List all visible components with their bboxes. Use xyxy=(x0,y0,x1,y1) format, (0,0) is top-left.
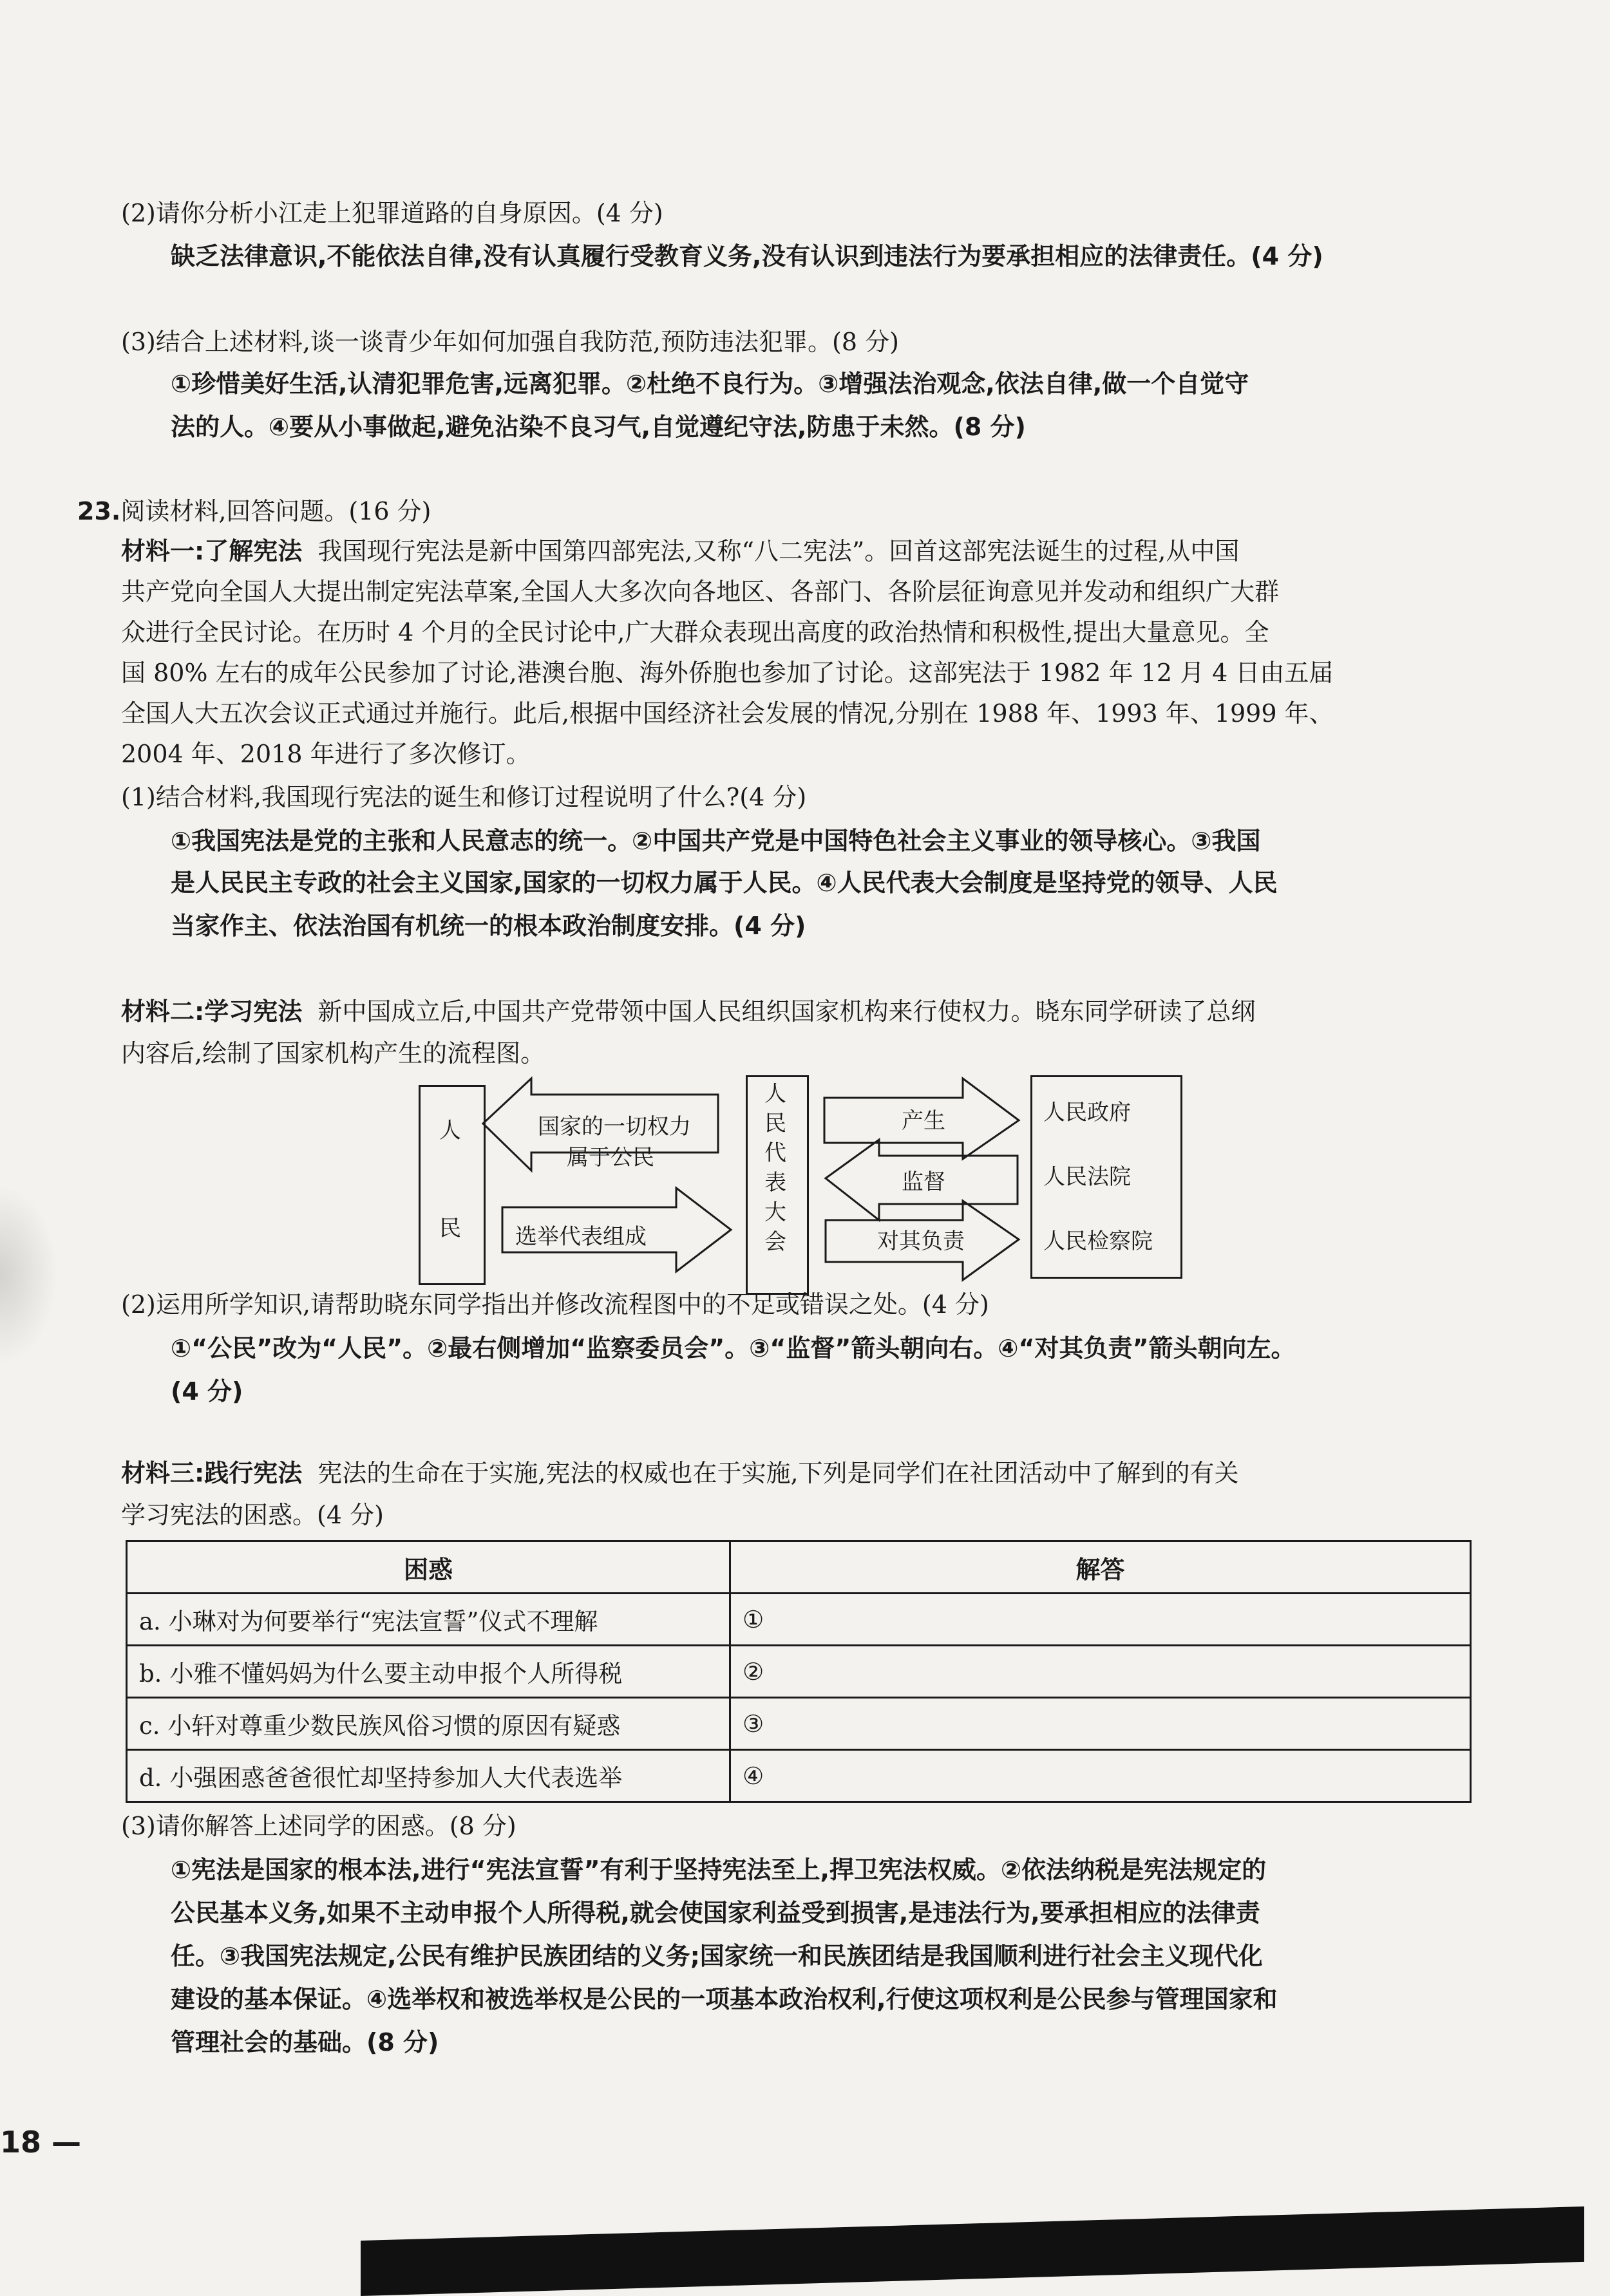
organ-court: 人民法院 xyxy=(1043,1164,1131,1190)
flowchart-arrows-left xyxy=(477,1075,747,1294)
table-cell-answer: ④ xyxy=(730,1750,1471,1802)
arrow-rights-label-line2: 属于公民 xyxy=(567,1145,654,1171)
material1-question: (1)结合材料,我国现行宪法的诞生和修订过程说明了什么?(4 分) xyxy=(121,783,807,811)
material2-answer-line: (4 分) xyxy=(171,1377,243,1406)
table-header-row xyxy=(127,1541,1471,1594)
material1-text: 国 80% 左右的成年公民参加了讨论,港澳台胞、海外侨胞也参加了讨论。这部宪法于 1982 年 12 月 4 日由五届 xyxy=(121,659,1334,687)
table-row xyxy=(127,1750,1471,1802)
congress-char: 大 xyxy=(764,1200,786,1225)
congress-char: 民 xyxy=(764,1111,786,1136)
table-header-confusion: 困惑 xyxy=(127,1541,730,1594)
material1-first-line xyxy=(121,534,1239,568)
table-cell-answer: ③ xyxy=(730,1698,1471,1750)
table-cell-confusion: b. 小雅不懂妈妈为什么要主动申报个人所得税 xyxy=(127,1646,730,1698)
arrow-produce-label: 产生 xyxy=(902,1108,945,1134)
q22-sub2-question: (2)请你分析小江走上犯罪道路的自身原因。(4 分) xyxy=(121,199,663,227)
material1-answer-line: 当家作主、依法治国有机统一的根本政治制度安排。(4 分) xyxy=(171,912,806,940)
table-cell-answer: ② xyxy=(730,1646,1471,1698)
material3-first-line xyxy=(121,1456,1239,1490)
q22-sub3-answer-line: ①珍惜美好生活,认清犯罪危害,远离犯罪。②杜绝不良行为。③增强法治观念,依法自律,做一个自觉守 xyxy=(171,370,1249,398)
material1-text: 2004 年、2018 年进行了多次修订。 xyxy=(121,740,531,768)
q23-header xyxy=(77,494,431,528)
q23-title: 阅读材料,回答问题。(16 分) xyxy=(120,497,431,525)
material3-text: 宪法的生命在于实施,宪法的权威也在于实施,下列是同学们在社团活动中了解到的有关 xyxy=(317,1459,1239,1487)
material3-question: (3)请你解答上述同学的困惑。(8 分) xyxy=(121,1812,516,1840)
material3-label: 材料三:践行宪法 xyxy=(121,1459,303,1487)
material3-answer-line: ①宪法是国家的根本法,进行“宪法宣誓”有利于坚持宪法至上,捍卫宪法权威。②依法纳税是宪法规定的 xyxy=(171,1856,1267,1884)
table-cell-answer: ① xyxy=(730,1594,1471,1646)
people-bottom-char: 民 xyxy=(439,1216,461,1241)
organ-procuratorate: 人民检察院 xyxy=(1043,1228,1153,1254)
arrow-responsible-label: 对其负责 xyxy=(877,1228,965,1254)
confusion-table xyxy=(126,1540,1472,1803)
material1-text: 众进行全民讨论。在历时 4 个月的全民讨论中,广大群众表现出高度的政治热情和积极性,提出大量意见。全 xyxy=(121,618,1269,646)
material1-answer-line: ①我国宪法是党的主张和人民意志的统一。②中国共产党是中国特色社会主义事业的领导核心。③我国 xyxy=(171,827,1261,855)
material2-first-line xyxy=(121,995,1255,1028)
arrow-elect-label: 选举代表组成 xyxy=(515,1224,647,1250)
material1-label: 材料一:了解宪法 xyxy=(121,537,303,565)
material2-text: 新中国成立后,中国共产党带领中国人民组织国家机构来行使权力。晓东同学研读了总纲 xyxy=(317,997,1256,1026)
page-number: 18 — xyxy=(0,2125,82,2160)
q23-number: 23. xyxy=(77,497,121,525)
table-cell-confusion: a. 小琳对为何要举行“宪法宣誓”仪式不理解 xyxy=(127,1594,730,1646)
material3-answer-line: 公民基本义务,如果不主动申报个人所得税,就会使国家利益受到损害,是违法行为,要承担相应的法律责 xyxy=(171,1899,1260,1927)
material1-text: 全国人大五次会议正式通过并施行。此后,根据中国经济社会发展的情况,分别在 1988 年、1993 年、1999 年、 xyxy=(121,699,1334,728)
congress-vertical-text xyxy=(762,1079,788,1257)
arrow-supervise-label: 监督 xyxy=(902,1169,945,1195)
table-row xyxy=(127,1646,1471,1698)
q22-sub2-answer: 缺乏法律意识,不能依法自律,没有认真履行受教育义务,没有认识到违法行为要承担相应的法律责任。(4 分) xyxy=(171,242,1323,270)
q22-sub3-answer-line: 法的人。④要从小事做起,避免沾染不良习气,自觉遵纪守法,防患于未然。(8 分) xyxy=(171,413,1026,441)
material1-answer-line: 是人民民主专政的社会主义国家,国家的一切权力属于人民。④人民代表大会制度是坚持党的领导、人民 xyxy=(171,869,1278,897)
material1-text: 我国现行宪法是新中国第四部宪法,又称“八二宪法”。回首这部宪法诞生的过程,从中国 xyxy=(317,537,1240,565)
arrow-rights-label-line1: 国家的一切权力 xyxy=(538,1114,691,1140)
table-row xyxy=(127,1594,1471,1646)
congress-char: 代 xyxy=(764,1140,786,1166)
table-cell-confusion: d. 小强困惑爸爸很忙却坚持参加人大代表选举 xyxy=(127,1750,730,1802)
material2-question: (2)运用所学知识,请帮助晓东同学指出并修改流程图中的不足或错误之处。(4 分) xyxy=(121,1290,989,1319)
material2-text: 内容后,绘制了国家机构产生的流程图。 xyxy=(121,1039,545,1068)
table-row xyxy=(127,1698,1471,1750)
q22-sub3-question: (3)结合上述材料,谈一谈青少年如何加强自我防范,预防违法犯罪。(8 分) xyxy=(121,328,899,356)
material3-answer-line: 建设的基本保证。④选举权和被选举权是公民的一项基本政治权利,行使这项权利是公民参与管理国家和 xyxy=(171,1985,1278,2013)
congress-char: 人 xyxy=(764,1081,786,1107)
scan-smudge xyxy=(0,1185,58,1365)
material3-answer-line: 管理社会的基础。(8 分) xyxy=(171,2028,439,2056)
congress-char: 会 xyxy=(764,1229,786,1255)
table-cell-confusion: c. 小轩对尊重少数民族风俗习惯的原因有疑惑 xyxy=(127,1698,730,1750)
material1-text: 共产党向全国人大提出制定宪法草案,全国人大多次向各地区、各部门、各阶层征询意见并发动和组织广大群 xyxy=(121,578,1280,606)
material2-answer-line: ①“公民”改为“人民”。②最右侧增加“监察委员会”。③“监督”箭头朝向右。④“对其负责”箭头朝向左。 xyxy=(171,1334,1296,1362)
material3-text: 学习宪法的困惑。(4 分) xyxy=(121,1501,384,1529)
congress-char: 表 xyxy=(764,1170,786,1196)
organ-government: 人民政府 xyxy=(1043,1100,1131,1125)
scan-edge-shadow xyxy=(361,2207,1584,2296)
material2-label: 材料二:学习宪法 xyxy=(121,997,303,1026)
table-header-answer: 解答 xyxy=(730,1541,1471,1594)
material3-answer-line: 任。③我国宪法规定,公民有维护民族团结的义务;国家统一和民族团结是我国顺利进行社会主义现代化 xyxy=(171,1942,1263,1970)
people-top-char: 人 xyxy=(439,1118,461,1143)
